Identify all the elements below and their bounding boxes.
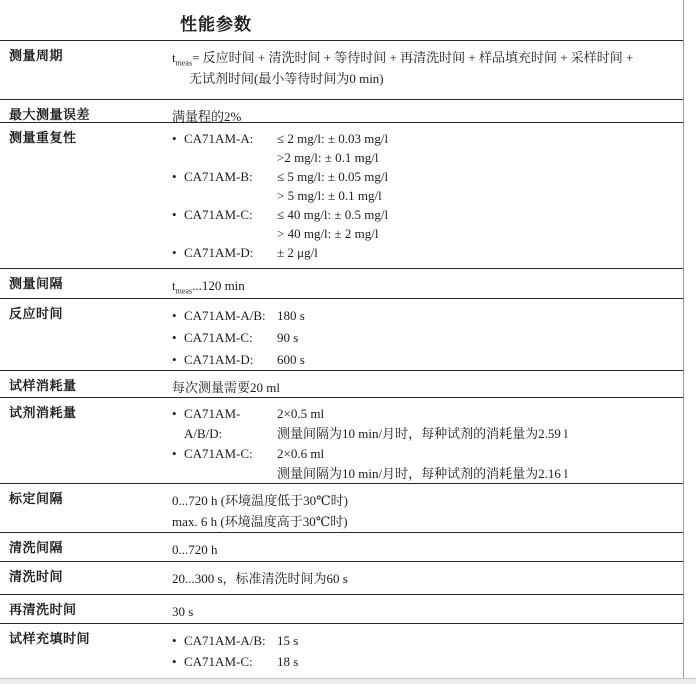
model-entry <box>172 129 683 167</box>
model-values <box>277 129 683 167</box>
value-line: 测量间隔为10 min/月时，每种试剂的消耗量为2.16 l <box>277 466 568 481</box>
t-symbol: $t_{meas}$ <box>172 278 193 296</box>
row-label: 测量间隔 <box>9 276 64 291</box>
table-row <box>0 298 683 370</box>
row-value <box>172 129 683 268</box>
value-line: ± 2 μg/l <box>277 245 318 260</box>
bullet-icon: • <box>172 169 177 184</box>
value-line: 0...720 h (环境温度低于30℃时) <box>172 493 348 508</box>
row-label: 试样消耗量 <box>9 378 77 393</box>
model-values <box>277 243 683 262</box>
value-line: 无试剂时间(最小等待时间为0 min) <box>189 71 384 86</box>
bullet-icon: • <box>172 446 177 461</box>
t-symbol: $t_{meas}$ <box>172 50 193 68</box>
value-line: 0...720 h <box>172 542 218 557</box>
value-line: ≤ 5 mg/l: ± 0.05 mg/l <box>277 169 389 184</box>
spec-table <box>0 40 683 684</box>
model-values <box>277 327 683 349</box>
row-value <box>172 47 683 99</box>
value-line: ≤ 2 mg/l: ± 0.03 mg/l <box>277 131 389 146</box>
row-label: 清洗时间 <box>9 569 64 584</box>
value-line: max. 6 h (环境温度高于30℃时) <box>172 514 348 529</box>
model-name: CA71AM-A/B/D: <box>184 406 241 441</box>
value-line: ≤ 40 mg/l: ± 0.5 mg/l <box>277 207 389 222</box>
model-name: CA71AM-D: <box>184 352 254 367</box>
model-name: CA71AM-C: <box>184 446 253 461</box>
model-entry <box>172 651 683 672</box>
model-values <box>277 651 683 672</box>
value-line: 18 s <box>277 654 299 669</box>
table-row <box>0 561 683 594</box>
model-values <box>277 205 683 243</box>
model-entry <box>172 167 683 205</box>
table-row <box>0 40 683 99</box>
page-title: 性能参数 <box>180 15 252 34</box>
row-label: 试剂消耗量 <box>9 405 77 420</box>
row-value <box>172 601 683 623</box>
table-row <box>0 483 683 532</box>
value-line: 30 s <box>172 604 194 619</box>
value-line: $t_{meas}...120$ min <box>172 278 245 296</box>
model-name: CA71AM-B: <box>184 169 253 184</box>
value-line: 600 s <box>277 352 305 367</box>
table-row <box>0 99 683 122</box>
model-name: CA71AM-A/B: <box>184 308 266 323</box>
row-label: 标定间隔 <box>9 491 64 506</box>
bullet-icon: • <box>172 406 177 421</box>
row-value <box>172 275 683 298</box>
row-value <box>172 305 683 370</box>
value-line: 测量间隔为10 min/月时，每种试剂的消耗量为2.59 l <box>277 426 568 441</box>
row-value <box>172 377 683 397</box>
model-values <box>277 444 683 483</box>
model-name: CA71AM-C: <box>184 654 253 669</box>
model-entry <box>172 327 683 349</box>
value-line: 2×0.6 ml <box>277 446 325 461</box>
bullet-icon: • <box>172 633 177 648</box>
row-value <box>172 106 683 122</box>
model-name: CA71AM-D: <box>184 245 254 260</box>
model-name: CA71AM-C: <box>184 330 253 345</box>
table-row <box>0 594 683 623</box>
bullet-icon: • <box>172 352 177 367</box>
value-line: 满量程的2% <box>172 109 242 122</box>
row-value <box>172 539 683 561</box>
value-line: > 5 mg/l: ± 0.1 mg/l <box>277 188 382 203</box>
model-values <box>277 404 683 444</box>
value-line: >2 mg/l: ± 0.1 mg/l <box>277 150 379 165</box>
bullet-icon: • <box>172 308 177 323</box>
row-label: 清洗间隔 <box>9 540 64 555</box>
table-row <box>0 623 683 684</box>
table-row <box>0 397 683 483</box>
bullet-icon: • <box>172 207 177 222</box>
bullet-icon: • <box>172 654 177 669</box>
row-label: 再清洗时间 <box>9 602 77 617</box>
horizontal-scrollbar[interactable] <box>0 678 696 684</box>
bullet-icon: • <box>172 245 177 260</box>
value-line: $t_{meas}=$ 反应时间 + 清洗时间 + 等待时间 + 再清洗时间 + 样品填充时间 + 采样时间 + <box>172 50 634 68</box>
table-row <box>0 268 683 298</box>
row-label: 试样充填时间 <box>9 631 91 646</box>
row-value <box>172 404 683 483</box>
bullet-icon: • <box>172 330 177 345</box>
value-line: 20...300 s，标准清洗时间为60 s <box>172 571 348 586</box>
model-entry <box>172 305 683 327</box>
value-line: 2×0.5 ml <box>277 406 325 421</box>
row-label: 最大测量误差 <box>9 107 91 122</box>
value-line: 每次测量需要20 ml <box>172 380 280 395</box>
row-label: 测量重复性 <box>9 130 77 145</box>
bullet-icon: • <box>172 131 177 146</box>
row-label: 反应时间 <box>9 306 64 321</box>
model-values <box>277 349 683 370</box>
table-row <box>0 532 683 561</box>
model-entry <box>172 205 683 243</box>
value-line: 90 s <box>277 330 299 345</box>
table-row <box>0 122 683 268</box>
model-entry <box>172 243 683 262</box>
table-row <box>0 370 683 397</box>
row-value <box>172 568 683 594</box>
model-values <box>277 630 683 651</box>
model-entry <box>172 349 683 370</box>
value-line: 15 s <box>277 633 299 648</box>
model-values <box>277 167 683 205</box>
model-entry <box>172 630 683 651</box>
row-value <box>172 630 683 684</box>
row-label: 测量周期 <box>9 48 64 63</box>
section-header <box>0 0 683 40</box>
model-name: CA71AM-A/B: <box>184 633 266 648</box>
model-name: CA71AM-A: <box>184 131 254 146</box>
model-entry <box>172 444 683 483</box>
row-value <box>172 490 683 532</box>
value-line: > 40 mg/l: ± 2 mg/l <box>277 226 379 241</box>
model-name: CA71AM-C: <box>184 207 253 222</box>
value-line: 180 s <box>277 308 305 323</box>
model-entry <box>172 404 683 444</box>
model-values <box>277 305 683 327</box>
